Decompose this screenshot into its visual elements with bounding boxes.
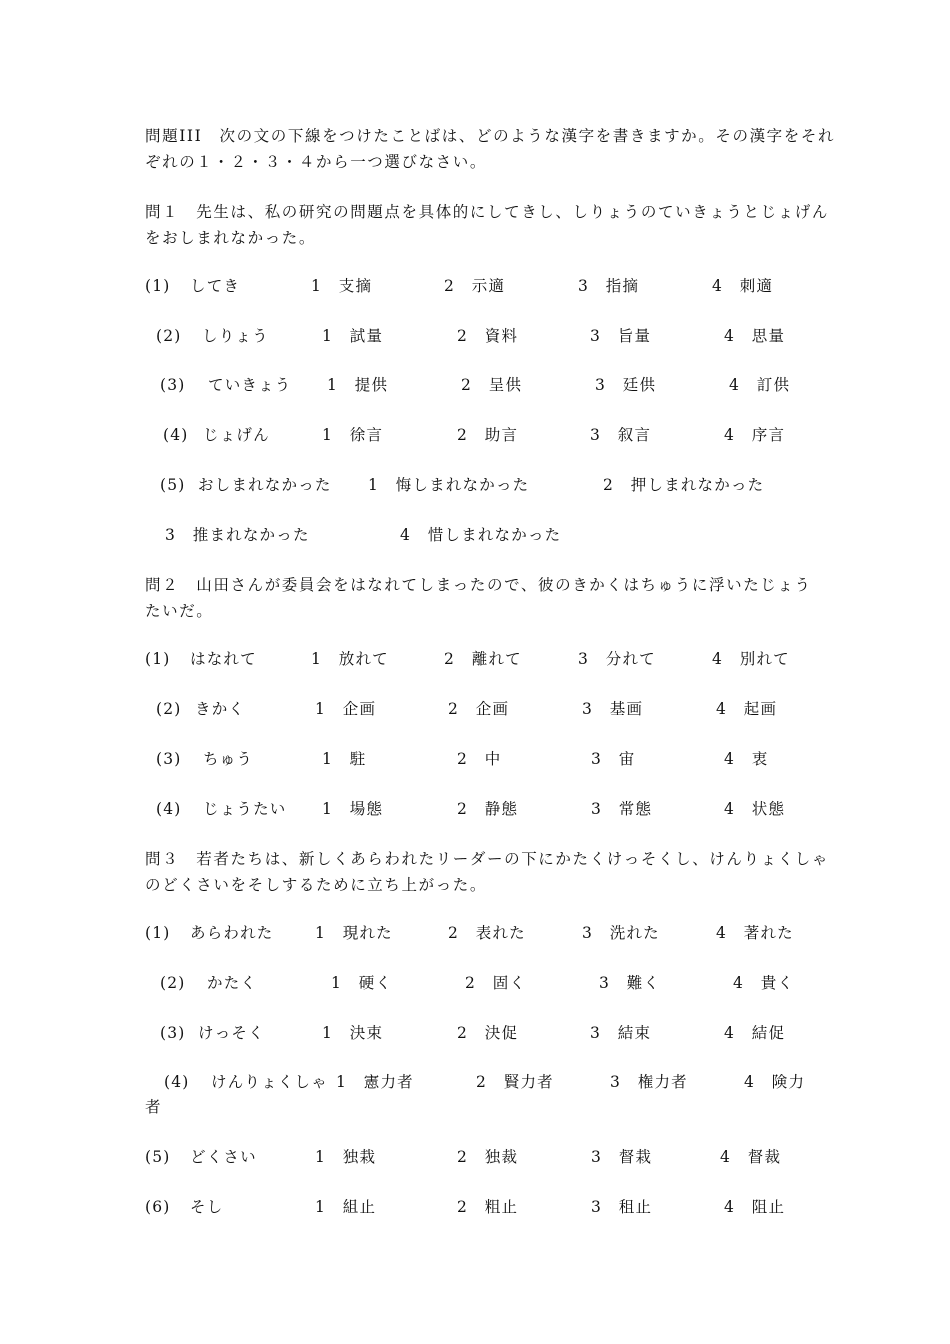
item-word: どくさい [190, 1148, 257, 1166]
item-word: かたく [207, 974, 258, 992]
item-label: (2) [156, 327, 182, 345]
choice-4[interactable]: 4 阻止 [724, 1198, 786, 1216]
choice-1[interactable]: 1 憲力者 [336, 1073, 414, 1091]
item-label: (6) [145, 1198, 171, 1216]
item-label: (4) [163, 426, 189, 444]
section-instructions [145, 123, 836, 175]
choice-2[interactable]: 2 助言 [457, 426, 519, 444]
choice-3[interactable]: 3 分れて [578, 650, 656, 668]
choice-4[interactable]: 4 思量 [724, 327, 786, 345]
choice-4-wrap-text: 者 [145, 1098, 162, 1116]
choice-4[interactable]: 4 起画 [716, 700, 778, 718]
item-word: けっそく [198, 1024, 265, 1042]
item-word: はなれて [190, 650, 257, 668]
item-word: あらわれた [190, 924, 274, 942]
item-label: (4) [164, 1073, 190, 1091]
choice-3[interactable]: 3 督栽 [591, 1148, 653, 1166]
item-word: じょげん [203, 426, 270, 444]
choice-2[interactable]: 2 固く [465, 974, 527, 992]
choice-2[interactable]: 2 呈供 [461, 376, 523, 394]
question-2-sentence [145, 572, 815, 624]
choice-1[interactable]: 1 場態 [322, 800, 384, 818]
item-word: おしまれなかった [198, 476, 332, 494]
choice-3[interactable]: 3 旨量 [590, 327, 652, 345]
item-label: (2) [160, 974, 186, 992]
choice-2[interactable]: 2 押しまれなかった [603, 476, 765, 494]
choice-4[interactable]: 4 序言 [724, 426, 786, 444]
choice-1[interactable]: 1 悔しまれなかった [368, 476, 530, 494]
choice-4[interactable]: 4 貴く [733, 974, 795, 992]
item-word: けんりょくしゃ [211, 1073, 328, 1091]
choice-2[interactable]: 2 離れて [444, 650, 522, 668]
choice-4[interactable]: 4 険力 [744, 1073, 806, 1091]
choice-2[interactable]: 2 企画 [448, 700, 510, 718]
choice-3[interactable]: 3 宙 [591, 750, 636, 768]
choice-1[interactable]: 1 現れた [315, 924, 393, 942]
choice-2[interactable]: 2 賢力者 [476, 1073, 554, 1091]
choice-1[interactable]: 1 独栽 [315, 1148, 377, 1166]
choice-3[interactable]: 3 基画 [582, 700, 644, 718]
choice-4[interactable]: 4 結促 [724, 1024, 786, 1042]
choice-4[interactable]: 4 著れた [716, 924, 794, 942]
choice-3[interactable]: 3 結束 [590, 1024, 652, 1042]
choice-4[interactable]: 4 状態 [724, 800, 786, 818]
choice-1[interactable]: 1 支摘 [311, 277, 373, 295]
choice-1[interactable]: 1 徐言 [322, 426, 384, 444]
item-word: ていきょう [208, 376, 292, 394]
question-1-sentence [145, 199, 830, 251]
choice-1[interactable]: 1 企画 [315, 700, 377, 718]
item-label: (3) [160, 1024, 186, 1042]
item-label: (1) [145, 650, 171, 668]
item-word: してき [190, 277, 241, 295]
q1-sentence-line-1: 問１ 先生は、私の研究の問題点を具体的にしてきし、しりょうのていきょうとじょげん [145, 203, 830, 221]
choice-1[interactable]: 1 放れて [311, 650, 389, 668]
instructions-line-1: 問題III 次の文の下線をつけたことばは、どのような漢字を書きますか。その漢字をそれ [145, 127, 836, 145]
choice-3[interactable]: 3 難く [599, 974, 661, 992]
choice-4[interactable]: 4 督裁 [720, 1148, 782, 1166]
choice-3[interactable]: 3 租止 [591, 1198, 653, 1216]
instructions-line-2: ぞれの１・２・３・４から一つ選びなさい。 [145, 153, 488, 171]
choice-1[interactable]: 1 決束 [322, 1024, 384, 1042]
choice-1[interactable]: 1 試量 [322, 327, 384, 345]
choice-4[interactable]: 4 惜しまれなかった [400, 526, 562, 544]
item-word: ちゅう [203, 750, 254, 768]
item-label: (1) [145, 277, 171, 295]
item-word: そし [190, 1198, 224, 1216]
item-label: (2) [156, 700, 182, 718]
choice-1[interactable]: 1 提供 [327, 376, 389, 394]
q2-sentence-line-1: 問２ 山田さんが委員会をはなれてしまったので、彼のきかくはちゅうに浮いたじょう [145, 576, 812, 594]
q1-sentence-line-2: をおしまれなかった。 [145, 229, 317, 247]
choice-3[interactable]: 3 洗れた [582, 924, 660, 942]
item-word: きかく [195, 700, 246, 718]
choice-3[interactable]: 3 叙言 [590, 426, 652, 444]
item-label: (3) [160, 376, 186, 394]
choice-3[interactable]: 3 権力者 [610, 1073, 688, 1091]
choice-2[interactable]: 2 粗止 [457, 1198, 519, 1216]
choice-3[interactable]: 3 推まれなかった [165, 526, 310, 544]
item-label: (3) [156, 750, 182, 768]
item-word: しりょう [202, 327, 269, 345]
choice-2[interactable]: 2 中 [457, 750, 502, 768]
q2-sentence-line-2: たいだ。 [145, 602, 214, 620]
choice-4[interactable]: 4 衷 [724, 750, 769, 768]
item-label: (5) [160, 476, 186, 494]
choice-4[interactable]: 4 別れて [712, 650, 790, 668]
choice-2[interactable]: 2 示適 [444, 277, 506, 295]
choice-1[interactable]: 1 組止 [315, 1198, 377, 1216]
choice-3[interactable]: 3 廷供 [595, 376, 657, 394]
choice-3[interactable]: 3 指摘 [578, 277, 640, 295]
item-word: じょうたい [203, 800, 287, 818]
choice-2[interactable]: 2 資料 [457, 327, 519, 345]
choice-2[interactable]: 2 静態 [457, 800, 519, 818]
choice-3[interactable]: 3 常態 [591, 800, 653, 818]
item-label: (5) [145, 1148, 171, 1166]
question-3-sentence [145, 846, 830, 898]
choice-4[interactable]: 4 刺適 [712, 277, 774, 295]
item-label: (4) [156, 800, 182, 818]
choice-2[interactable]: 2 独裁 [457, 1148, 519, 1166]
choice-2[interactable]: 2 決促 [457, 1024, 519, 1042]
q3-sentence-line-1: 問３ 若者たちは、新しくあらわれたリーダーの下にかたくけっそくし、けんりょくしゃ [145, 850, 830, 868]
choice-2[interactable]: 2 表れた [448, 924, 526, 942]
q3-sentence-line-2: のどくさいをそしするために立ち上がった。 [145, 876, 488, 894]
choice-1[interactable]: 1 駐 [322, 750, 367, 768]
item-label: (1) [145, 924, 171, 942]
choice-4[interactable]: 4 訂供 [729, 376, 791, 394]
choice-1[interactable]: 1 硬く [331, 974, 393, 992]
